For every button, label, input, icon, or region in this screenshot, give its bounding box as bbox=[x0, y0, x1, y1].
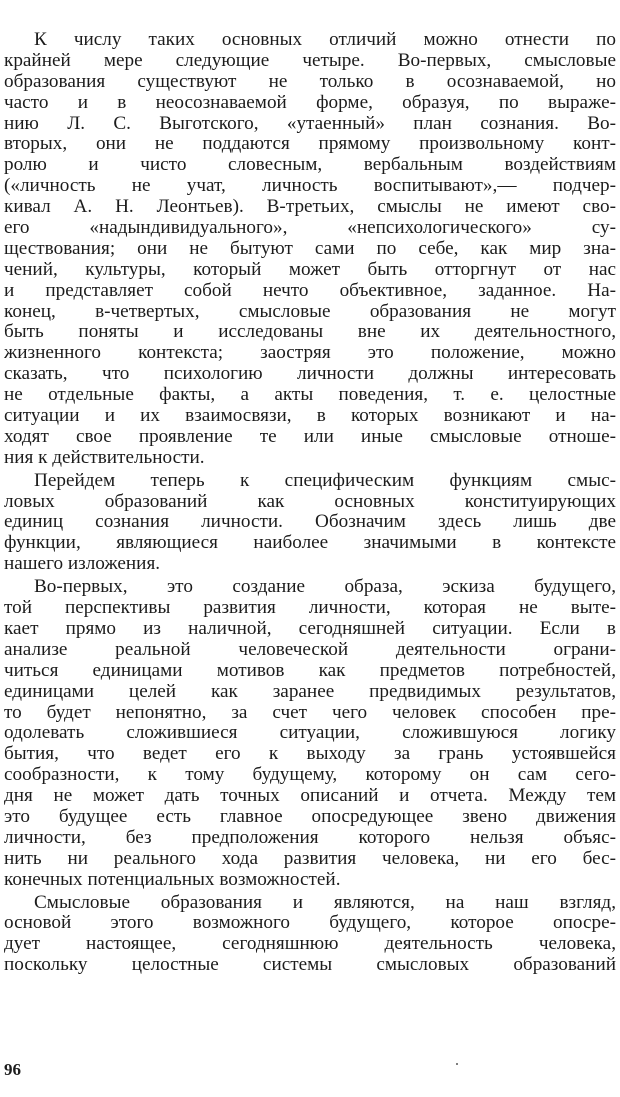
text-line: не отдельные факты, а акты поведения, т. е. целостные bbox=[4, 385, 616, 406]
paragraph-2 bbox=[4, 471, 616, 575]
text-line: его «надындивидуального», «непсихологического» су- bbox=[4, 218, 616, 239]
text-line: то будет непонятно, за счет чего человек способен пре- bbox=[4, 702, 616, 723]
text-line: образования существуют не только в осознаваемой, но bbox=[4, 71, 616, 92]
text-line: крайней мере следующие четыре. Во-первых, смысловые bbox=[4, 50, 616, 71]
text-line: часто и в неосознаваемой форме, образуя, по выраже- bbox=[4, 92, 616, 113]
text-line: той перспективы развития личности, которая не выте- bbox=[4, 598, 616, 619]
text-line: дня не может дать точных описаний и отчета. Между тем bbox=[4, 786, 616, 807]
text-line: одолевать сложившиеся ситуации, сложившуюся логику bbox=[4, 723, 616, 744]
text-line: личности, без предположения которого нельзя объяс- bbox=[4, 827, 616, 848]
paragraph-4 bbox=[4, 893, 616, 977]
text-line: это будущее есть главное опосредующее звено движения bbox=[4, 806, 616, 827]
text-line: нашего изложения. bbox=[4, 554, 161, 575]
text-line: ловых образований как основных конституирующих bbox=[4, 491, 616, 512]
text-line: ходят свое проявление те или иные смысловые отноше- bbox=[4, 426, 616, 447]
text-line: нить ни реального хода развития человека, ни его бес- bbox=[4, 848, 616, 869]
text-line: сообразности, к тому будущему, которому он сам сего- bbox=[4, 765, 616, 786]
text-line: жизненного контекста; заостряя это положение, можно bbox=[4, 343, 616, 364]
scan-speck bbox=[456, 1063, 458, 1065]
text-line: конец, в-четвертых, смысловые образования не могут bbox=[4, 301, 616, 322]
text-line: ния к действительности. bbox=[4, 447, 205, 468]
page-number: 96 bbox=[4, 1060, 21, 1079]
text-line: ролю и чисто словесным, вербальным воздействиям bbox=[4, 155, 616, 176]
text-line: единиц сознания личности. Обозначим здесь лишь две bbox=[4, 512, 616, 533]
text-line: читься единицами мотивов как предметов потребностей, bbox=[4, 660, 616, 681]
paragraph-3 bbox=[4, 577, 616, 890]
text-line: ществования; они не бытуют сами по себе, как мир зна- bbox=[4, 238, 616, 259]
text-line: функции, являющиеся наиболее значимыми в контексте bbox=[4, 533, 616, 554]
text-line: анализе реальной человеческой деятельности ограни- bbox=[4, 639, 616, 660]
paragraph-1 bbox=[4, 30, 616, 469]
text-line: и представляет собой нечто объективное, заданное. На- bbox=[4, 280, 616, 301]
text-line: дует настоящее, сегодняшнюю деятельность человека, bbox=[4, 934, 616, 955]
text-line: сказать, что психологию личности должны интересовать bbox=[4, 364, 616, 385]
text-line: кает прямо из наличной, сегодняшней ситуации. Если в bbox=[4, 618, 616, 639]
body-text bbox=[4, 30, 616, 976]
text-line: Во-первых, это создание образа, эскиза будущего, bbox=[34, 577, 616, 598]
text-line: единицами целей как заранее предвидимых результатов, bbox=[4, 681, 616, 702]
text-line: ситуации и их взаимосвязи, в которых возникают и на- bbox=[4, 406, 616, 427]
text-line: («личность не учат, личность воспитывают»,— подчер- bbox=[4, 176, 616, 197]
text-line: чений, культуры, который может быть отторгнут от нас bbox=[4, 259, 616, 280]
text-line: бытия, что ведет его к выходу за грань устоявшейся bbox=[4, 744, 616, 765]
text-line: нию Л. С. Выготского, «утаенный» план сознания. Во- bbox=[4, 113, 616, 134]
text-line: конечных потенциальных возможностей. bbox=[4, 869, 341, 890]
text-line: вторых, они не поддаются прямому произвольному конт- bbox=[4, 134, 616, 155]
text-line: кивал А. Н. Леонтьев). В-третьих, смыслы не имеют сво- bbox=[4, 197, 616, 218]
text-line: основой этого возможного будущего, которое опосре- bbox=[4, 913, 616, 934]
text-line: Перейдем теперь к специфическим функциям смыс- bbox=[34, 470, 616, 491]
text-line: быть поняты и исследованы вне их деятельностного, bbox=[4, 322, 616, 343]
text-line: Смысловые образования и являются, на наш взгляд, bbox=[34, 892, 616, 913]
text-line: поскольку целостные системы смысловых образований bbox=[4, 955, 616, 976]
text-line: К числу таких основных отличий можно отнести по bbox=[34, 30, 616, 50]
